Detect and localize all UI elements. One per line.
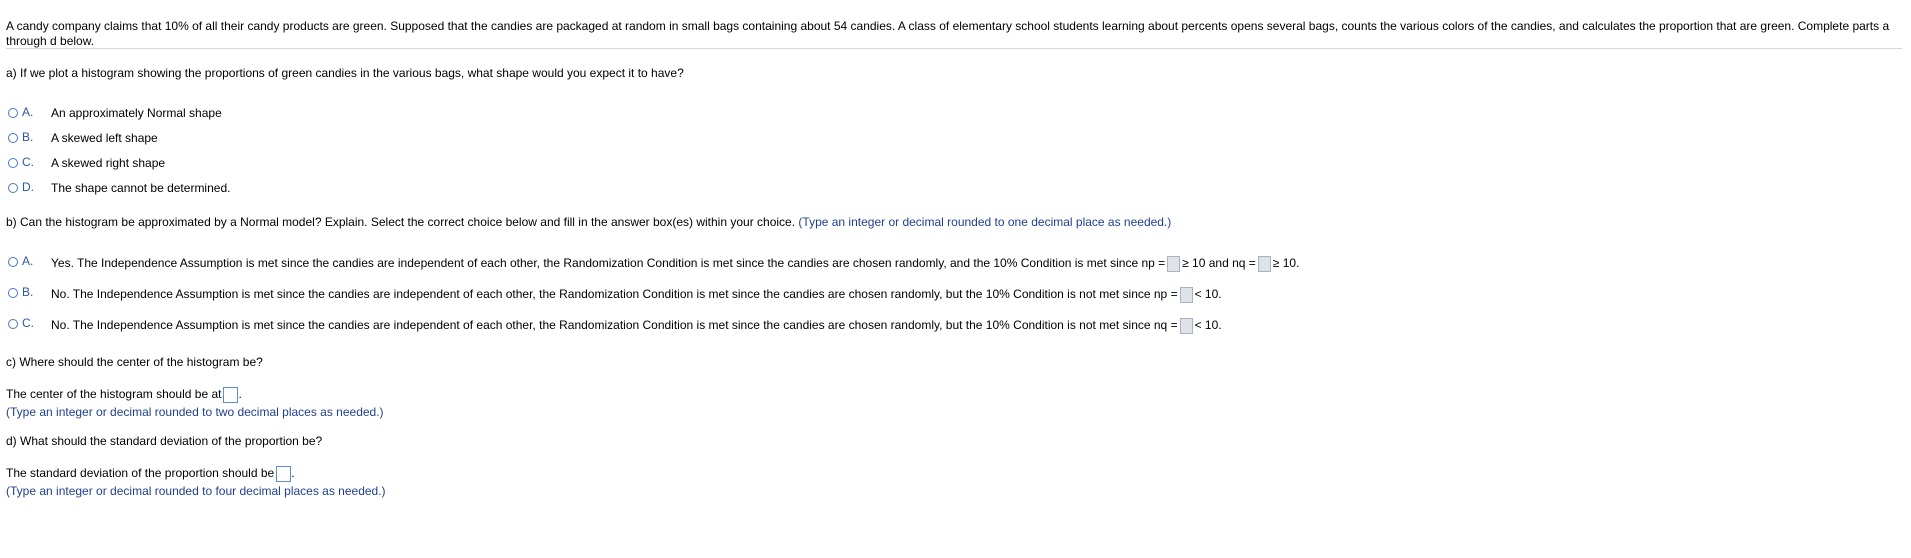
part-c-hint: (Type an integer or decimal rounded to two decimal places as needed.) (6, 405, 384, 419)
option-text: No. The Independence Assumption is met since the candies are independent of each other, the Randomization Condition is met since the candies are chosen randomly, but the 10% Condition is not met since np = (51, 287, 1178, 301)
part-a-question: a) If we plot a histogram showing the proportions of green candies in the various bags, what shape would you expect it to have? (6, 66, 684, 80)
answer-suffix: . (291, 466, 295, 480)
part-b-question (6, 215, 1171, 229)
answer-prefix: The standard deviation of the proportion should be (6, 466, 275, 480)
radio-button[interactable] (8, 319, 18, 329)
option-letter: C. (22, 316, 34, 330)
radio-button[interactable] (8, 183, 18, 193)
option-text: A skewed left shape (51, 131, 158, 145)
option-text: An approximately Normal shape (51, 106, 222, 120)
option-text-end: ≥ 10. (1272, 256, 1300, 270)
part-b-hint: (Type an integer or decimal rounded to one decimal place as needed.) (798, 215, 1172, 229)
part-b-question-text: b) Can the histogram be approximated by a Normal model? Explain. Select the correct choice below and fill in the answer box(es) within your choice. (6, 215, 796, 229)
option-text-line (51, 285, 1222, 303)
radio-button[interactable] (8, 288, 18, 298)
answer-suffix: . (238, 387, 242, 401)
option-letter: C. (22, 155, 34, 169)
answer-prefix: The center of the histogram should be at (6, 387, 222, 401)
part-d-question: d) What should the standard deviation of the proportion be? (6, 434, 323, 448)
option-text-mid: ≥ 10 and nq = (1182, 256, 1256, 270)
radio-button[interactable] (8, 133, 18, 143)
option-letter: D. (22, 180, 34, 194)
option-letter: A. (22, 254, 34, 268)
option-text: The shape cannot be determined. (51, 181, 231, 195)
option-text-line (51, 316, 1222, 334)
nq-answer-box[interactable] (1258, 256, 1271, 272)
option-text: A skewed right shape (51, 156, 166, 170)
option-text-line (51, 254, 1299, 272)
part-c-answer-line (6, 385, 242, 403)
option-text-end: < 10. (1194, 318, 1222, 332)
np-answer-box[interactable] (1180, 287, 1193, 303)
problem-intro: A candy company claims that 10% of all their candy products are green. Supposed that the candies are packaged at random in small bags containing about 54 candies. A class of elementary school students learning about percents opens several bags, counts the various colors of the candies, and calculates the proportion that are green. Complete parts a through d below. (6, 19, 1890, 48)
intro-divider (6, 48, 1902, 49)
part-d-answer-line (6, 464, 295, 482)
std-dev-answer-input[interactable] (276, 466, 291, 482)
part-d-hint: (Type an integer or decimal rounded to four decimal places as needed.) (6, 484, 386, 498)
np-answer-box[interactable] (1167, 256, 1180, 272)
nq-answer-box[interactable] (1180, 318, 1193, 334)
option-text-end: < 10. (1194, 287, 1222, 301)
radio-button[interactable] (8, 158, 18, 168)
radio-button[interactable] (8, 108, 18, 118)
option-letter: A. (22, 105, 34, 119)
option-letter: B. (22, 130, 34, 144)
part-c-question: c) Where should the center of the histogram be? (6, 355, 263, 369)
center-answer-input[interactable] (223, 387, 238, 403)
radio-button[interactable] (8, 257, 18, 267)
option-text: No. The Independence Assumption is met since the candies are independent of each other, the Randomization Condition is met since the candies are chosen randomly, but the 10% Condition is not met since nq = (51, 318, 1178, 332)
option-letter: B. (22, 285, 34, 299)
option-text: Yes. The Independence Assumption is met since the candies are independent of each other, the Randomization Condition is met since the candies are chosen randomly, and the 10% Condition is met since np = (51, 256, 1166, 270)
